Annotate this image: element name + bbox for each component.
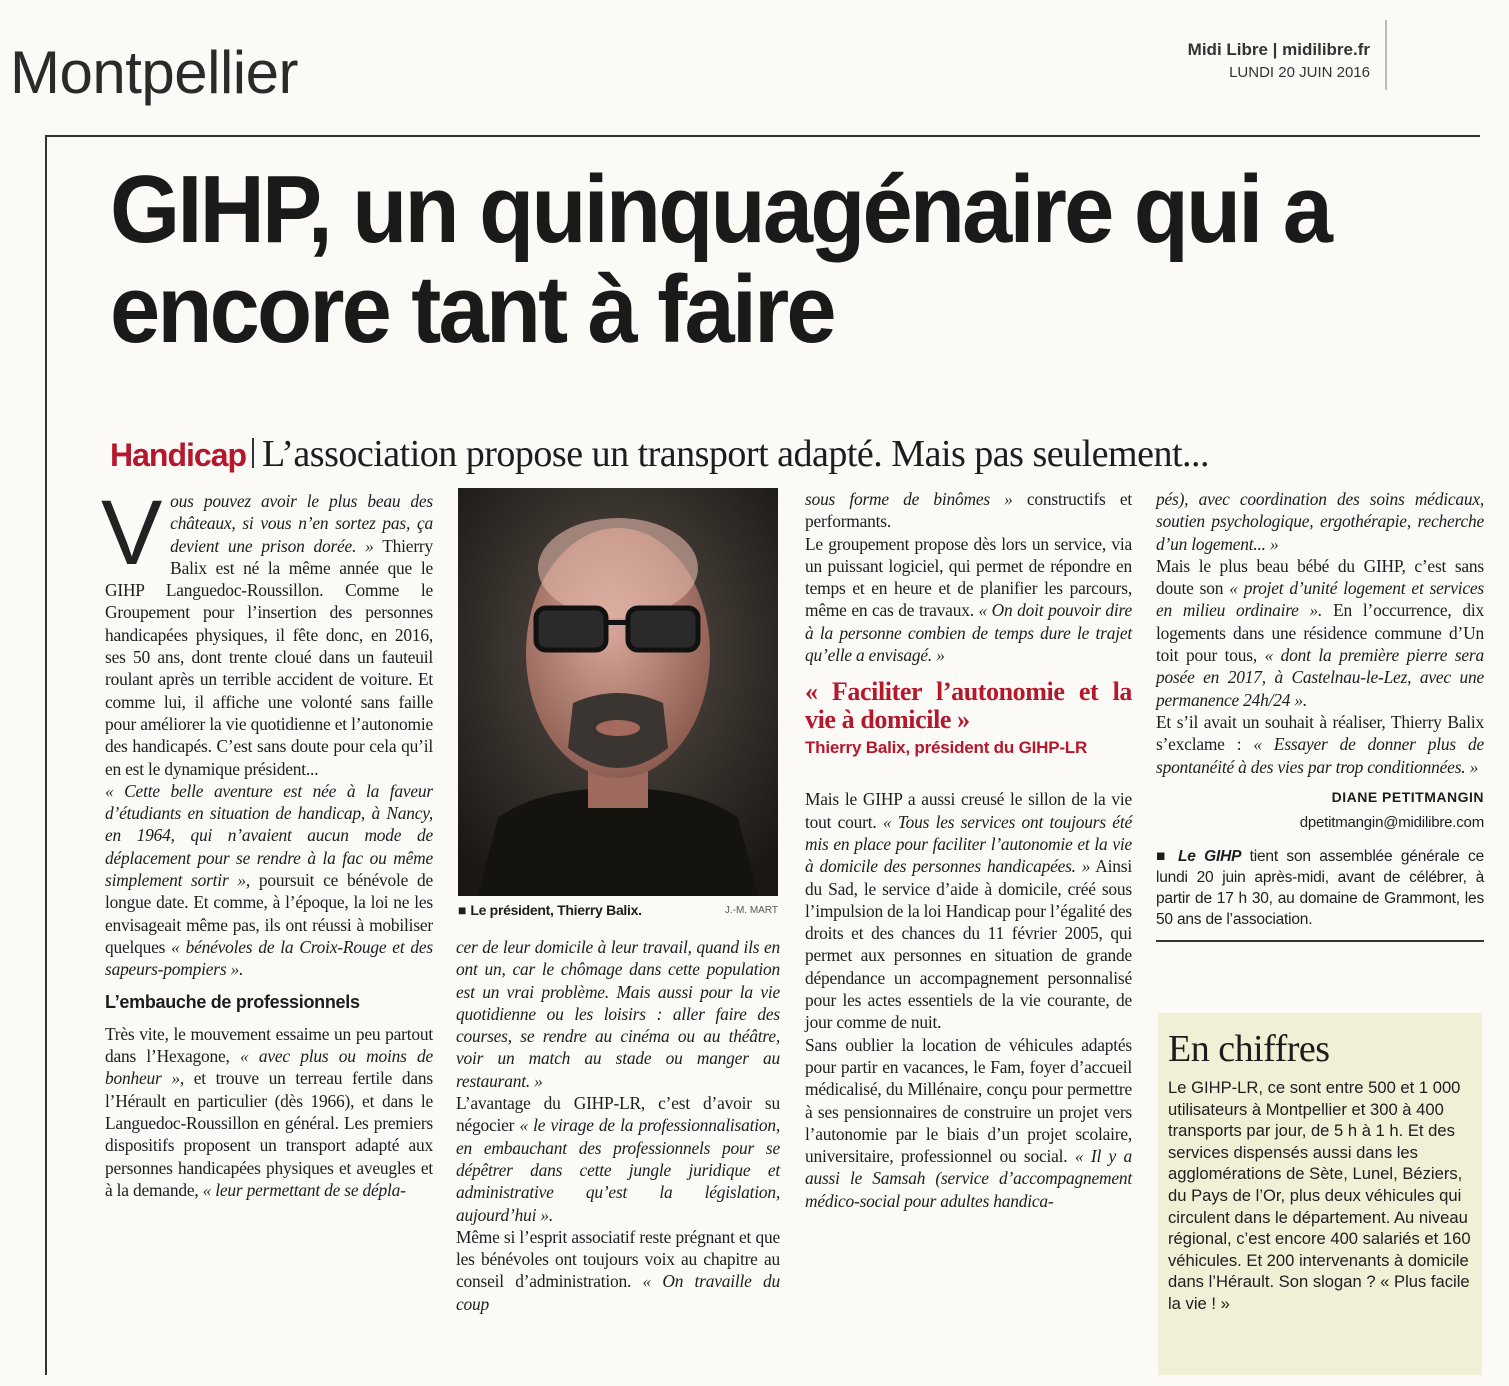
notice-lead: Le GIHP <box>1177 848 1242 866</box>
notice-marker: ■ <box>1156 848 1178 866</box>
col3-quote-2: « On doit pouvoir dire à la personne combien de temps dure le trajet qu’elle a envisagé. » <box>805 600 1132 666</box>
figures-box-title: En chiffres <box>1168 1028 1330 1070</box>
col3-paragraph-1: constructifs et performants. <box>805 489 1132 532</box>
col1-quote-1: « Cette belle aventure est née à la faveur d’étudiants en situation de handicap, à Nancy, en 1964, qui n’avaient aucun mode de déplacement pour se rendre à la fac ou même simplement sortir » <box>105 780 433 891</box>
col3-quote-3: « Tous les services ont toujours été mis en place pour faciliter l’autonomie et la vie à domicile des personnes handicapées. » <box>805 811 1132 877</box>
col3-quote-4: « Il y a aussi le Samsah (service d’accompagnement médico-social pour adultes handica- <box>805 1146 1132 1211</box>
notice-text: tient son assemblée générale ce lundi 20 juin après-midi, avant de célébrer, à partir de 17 h 30, au domaine de Grammont, les 50 ans de l’association. <box>1156 848 1484 929</box>
author-email[interactable]: dpetitmangin@midilibre.com <box>1299 814 1484 832</box>
publication-name: Midi Libre | midilibre.fr <box>1187 40 1370 59</box>
col4-quote-1: pés), avec coordination des soins médicaux, soutien psychologique, ergothérapie, recherche d’un logement... » <box>1156 489 1484 554</box>
dropcap: V <box>101 482 163 584</box>
col2-quote-1: cer de leur domicile à leur travail, quand ils en ont un, car le chômage dans cette population est un vrai problème. Mais aussi pour la vie quotidienne ou les loisirs : aller faire des courses, se rendre au cinéma ou au théâtre, voir un match au stade ou manger au restaurant. » <box>456 937 780 1091</box>
column-1 <box>101 482 433 1201</box>
col1-paragraph-3b: , et trouve un terreau fertile dans l’Hérault en particulier (dès 1966), et dans le Languedoc-Roussillon en général. Les premiers dispositifs proposent un transport adapté aux personnes handicapées physiques et aveugles et à la demande, <box>105 1068 433 1200</box>
author-signature: DIANE PETITMANGIN <box>1331 788 1484 805</box>
col1-paragraph-3a: Très vite, le mouvement essaime un peu partout dans l’Hexagone, <box>105 1023 433 1067</box>
col1-quote-2: « bénévoles de la Croix-Rouge et des sapeurs-pompiers ». <box>105 936 433 980</box>
photo-credit: J.-M. MART <box>724 905 778 916</box>
col4-quote-3: « dont la première pierre sera posée en 2017, à Castelnau-le-Lez, avec une permanence 24h/24 ». <box>1156 645 1484 710</box>
pull-quote: « Faciliter l’autonomie et la vie à domicile » <box>805 677 1132 735</box>
column-3 <box>805 488 1132 1212</box>
col2-quote-2: « le virage de la professionnalisation, en embauchant des professionnels pour se dépêtrer dans cette jungle juridique et administrative qu’est la législation, aujourd’hui ». <box>456 1115 780 1225</box>
photo-caption <box>458 902 778 918</box>
masthead <box>1160 40 1370 81</box>
subheading: L’embauche de professionnels <box>105 991 360 1012</box>
col2-quote-3: « On travaille du coup <box>456 1271 781 1314</box>
col2-paragraph-3: Même si l’esprit associatif reste prégnant et que les bénévoles ont toujours voix au chapitre au conseil d’administration. <box>456 1226 780 1292</box>
col4-quote-2: « projet d’unité logement et services en milieu ordinaire ». <box>1156 578 1484 621</box>
col1-quote-4: « leur permettant de se dépla- <box>202 1179 406 1200</box>
caption-marker: ■ <box>458 902 471 918</box>
masthead-divider <box>1385 20 1387 90</box>
pull-quote-author: Thierry Balix, président du GIHP-LR <box>805 738 1088 758</box>
caption-text: Le président, Thierry Balix. <box>470 902 642 918</box>
left-rule <box>45 135 47 1375</box>
col1-quote-3: « avec plus ou moins de bonheur » <box>105 1046 433 1089</box>
figures-box-body: Le GIHP-LR, ce sont entre 500 et 1 000 utilisateurs à Montpellier et 300 à 400 transports par jour, de 5 h à 1 h. Et des services dispensés aussi dans les agglomérations de Sète, Lunel, Béziers, du Pays de l’Or, plus deux véhicules qui circulent dans le département. Au niveau régional, c’est encore 400 salariés et 160 véhicules. Et 200 intervenants à domicile dans l’Hérault. Son slogan ? « Plus facile la vie ! » <box>1168 1078 1471 1313</box>
figures-box <box>1158 1013 1482 1375</box>
col3-paragraph-4: Sans oublier la location de véhicules adaptés pour partir en vacances, le Fam, foyer d’accueil médicalisé, du Millénaire, conçu pour permettre à ses pensionnaires de construire un projet vers l’autonomie par le biais d’un projet scolaire, universitaire, professionnel ou social. <box>805 1034 1132 1167</box>
col4-paragraph-3: Et s’il avait un souhait à réaliser, Thierry Balix s’exclame : <box>1156 711 1484 755</box>
kicker <box>110 432 1490 476</box>
intro-quote: ous pouvez avoir le plus beau des châteaux, si vous n’en sortez pas, ça devient une prison dorée. » <box>170 491 433 556</box>
kicker-tag: Handicap <box>110 437 247 473</box>
col2-paragraph-2: L’avantage du GIHP-LR, c’est d’avoir su négocier <box>456 1093 780 1136</box>
col3-paragraph-3a: Mais le GIHP a aussi creusé le sillon de la vie tout court. <box>805 789 1132 832</box>
column-4 <box>1156 488 1484 942</box>
col4-paragraph-2b: En l’occurrence, dix logements dans une résidence commune d’Un toit pour tous, <box>1156 600 1484 666</box>
event-notice <box>1156 846 1484 942</box>
kicker-text: L’association propose un transport adapté. Mais pas seulement... <box>262 433 1210 475</box>
col4-paragraph-2a: Mais le plus beau bébé du GIHP, c’est sans doute son <box>1156 555 1484 599</box>
portrait-image <box>458 488 778 896</box>
top-rule <box>45 135 1480 137</box>
col1-paragraph-2: , poursuit ce bénévole de longue date. Et comme, à l’époque, la loi ne les envisageait même pas, ils ont réussi à mobiliser quelques <box>105 870 433 957</box>
col3-paragraph-2: Le groupement propose dès lors un service, via un puissant logiciel, qui permet de répondre en temps et en heure et de planifier les parcours, même en cas de travaux. <box>805 533 1132 621</box>
col3-paragraph-3b: Ainsi du Sad, le service d’aide à domicile, créé sous l’impulsion de la loi Handicap pour l’égalité des droits et des chances du 11 février 2005, qui permet aux personnes en situation de grande dépendance un accompagnement personnalisé pour les actes essentiels de la vie courante, de jour comme de nuit. <box>805 856 1132 1033</box>
section-title: Montpellier <box>10 39 298 106</box>
headline: GIHP, un quinquagénaire qui a encore tant à faire <box>110 156 1331 363</box>
col3-quote-1: sous forme de binômes » <box>805 489 1013 509</box>
col1-paragraph-1: Thierry Balix est né la même année que le GIHP Languedoc-Roussillon. Comme le Groupement pour l’insertion des personnes handicapées physiques, il fête donc, en 2016, ses 50 ans, dont trente cloué dans un fauteuil roulant après un terrible accident de voiture. Et comme lui, il affiche une volonté sans faille pour améliorer la vie quotidienne et l’autonomie des handicapés. C’est sans doute pour cela qu’il en est le dynamique président... <box>105 535 433 779</box>
publication-date: LUNDI 20 JUIN 2016 <box>1229 64 1370 81</box>
kicker-separator <box>252 438 254 468</box>
column-2 <box>456 936 780 1315</box>
president-photo <box>458 488 778 896</box>
col4-quote-4: « Essayer de donner plus de spontanéité à des vies par trop conditionnées. » <box>1156 734 1485 777</box>
